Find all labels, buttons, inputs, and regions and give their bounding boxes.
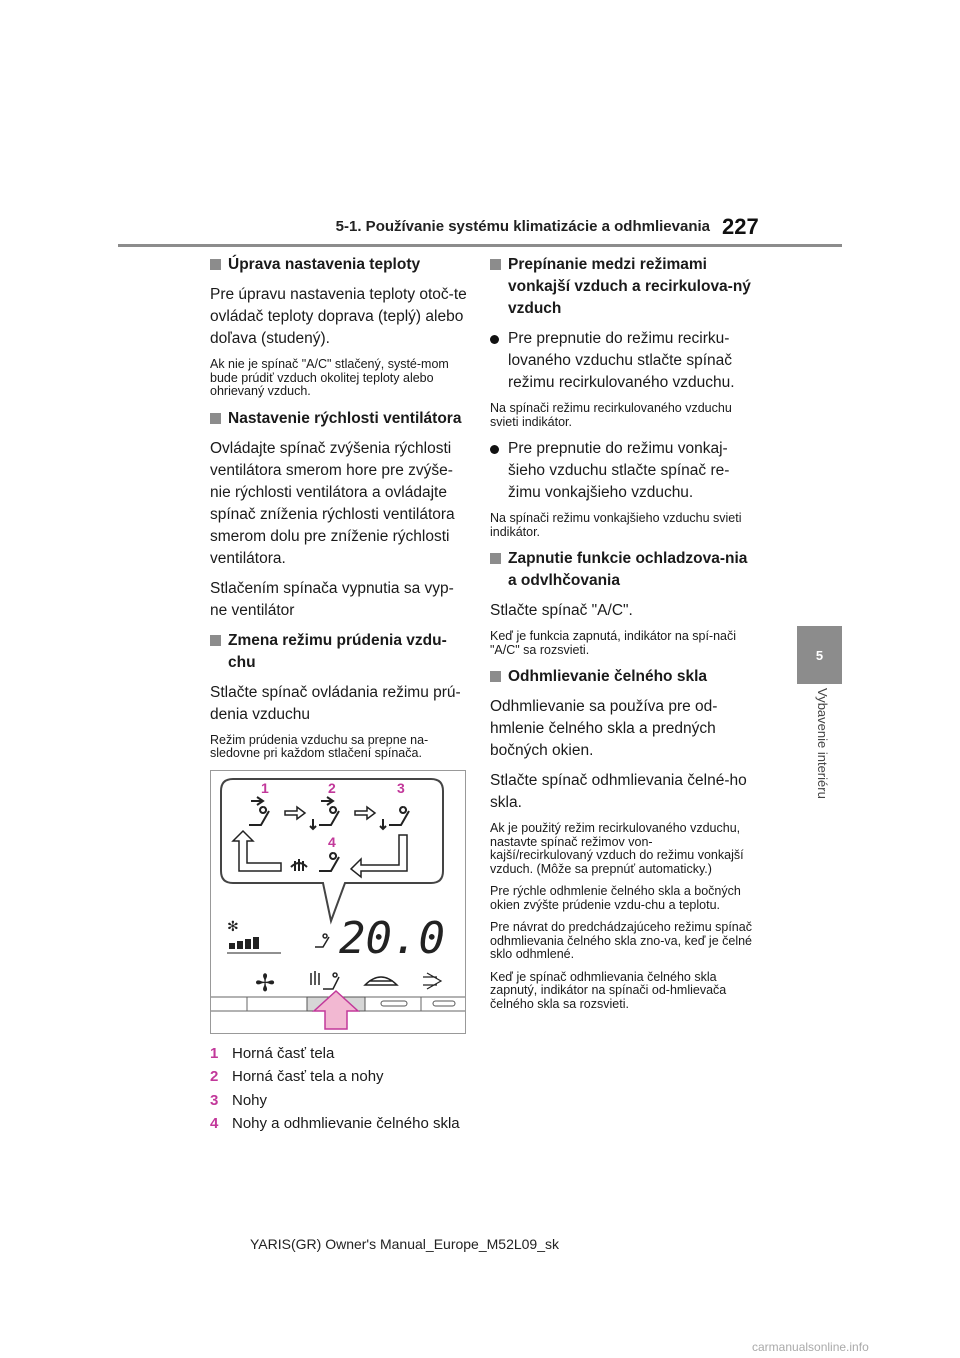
round-bullet-icon bbox=[490, 335, 499, 344]
indicator-slot bbox=[433, 1001, 455, 1006]
fan-icon: ✻ bbox=[227, 917, 239, 934]
indicator-slot bbox=[381, 1001, 407, 1006]
outside-air-button-icon bbox=[423, 973, 441, 989]
section-heading: Zapnutie funkcie ochladzova-nia a odvlhčovania bbox=[490, 548, 752, 592]
body-paragraph: Ovládajte spínač zvýšenia rýchlosti ventilátora smerom hore pre zvýše-nie rýchlosti ventilátora a ovládajte spínač zníženia rýchlosti ventilátora smerom dolu pre zníženie rýchlosti ventilátora. bbox=[210, 439, 455, 567]
page-header-title: 5-1. Používanie systému klimatizácie a odhmlievania bbox=[335, 218, 710, 235]
right-column bbox=[490, 254, 752, 1020]
left-column bbox=[210, 254, 468, 1136]
section-heading: Odhmlievanie čelného skla bbox=[490, 666, 752, 688]
legend-item: 3 Nohy bbox=[210, 1091, 268, 1109]
bullet-item: Pre prepnutie do režimu vonkaj-šieho vzduchu stlačte spínač re-žimu vonkajšieho vzduchu. bbox=[490, 438, 752, 504]
square-bullet-icon bbox=[490, 671, 501, 682]
note-text: Pre návrat do predchádzajúceho režimu spínač odhmlievania čelného skla zno-va, keď je čelné sklo odhmlené. bbox=[490, 920, 752, 961]
section-heading: Prepínanie medzi režimami vonkajší vzduch a recirkulova-ný vzduch bbox=[490, 254, 752, 320]
header-rule bbox=[118, 244, 842, 247]
note-text: Ak je použitý režim recirkulovaného vzduchu, nastavte spínač režimov von-kajší/recirkulovaný vzduch do režimu vonkajší vzduch. (Môže sa prepnúť automaticky.) bbox=[490, 821, 744, 876]
page-number: 227 bbox=[722, 214, 759, 239]
callout-1: 1 bbox=[261, 779, 269, 796]
fan-level-bars bbox=[229, 937, 259, 949]
callout-3: 3 bbox=[397, 779, 405, 796]
section-heading: Úprava nastavenia teploty bbox=[210, 254, 468, 276]
fan-button-icon: ✢ bbox=[255, 969, 276, 997]
note-text: Režim prúdenia vzduchu sa prepne na-sledovne pri každom stlačení spínača. bbox=[210, 732, 429, 760]
note-text: Na spínači režimu recirkulovaného vzduchu svieti indikátor. bbox=[490, 401, 732, 429]
airflow-mode-figure bbox=[210, 770, 466, 1034]
legend-list bbox=[210, 1042, 468, 1136]
display-mode-icon bbox=[315, 934, 329, 947]
body-paragraph: Pre úpravu nastavenia teploty otoč-te ovládač teploty doprava (teplý) alebo doľava (studený). bbox=[210, 286, 467, 347]
legend-item: 2 Horná časť tela a nohy bbox=[210, 1068, 384, 1085]
square-bullet-icon bbox=[210, 635, 221, 646]
note-text: Pre rýchle odhmlenie čelného skla a bočných okien zvýšte prúdenie vzdu-chu a teplotu. bbox=[490, 884, 741, 912]
chapter-tab: 5 bbox=[797, 626, 842, 684]
square-bullet-icon bbox=[210, 413, 221, 424]
watermark: carmanualsonline.info bbox=[752, 1340, 869, 1354]
section-heading: Zmena režimu prúdenia vzdu-chu bbox=[210, 630, 468, 674]
body-paragraph: Stlačte spínač ovládania režimu prú-denia vzduchu bbox=[210, 683, 461, 723]
square-bullet-icon bbox=[490, 259, 501, 270]
legend-item: 1 Horná časť tela bbox=[210, 1044, 335, 1062]
body-paragraph: Stlačte spínač "A/C". bbox=[490, 602, 633, 619]
body-paragraph: Stlačte spínač odhmlievania čelné-ho skla. bbox=[490, 772, 747, 811]
square-bullet-icon bbox=[490, 553, 501, 564]
legend-item: 4 Nohy a odhmlievanie čelného skla bbox=[210, 1115, 460, 1132]
square-bullet-icon bbox=[210, 259, 221, 270]
note-text: Ak nie je spínač "A/C" stlačený, systé-mom bude prúdiť vzduch okolitej teploty alebo ohrievaný vzduch. bbox=[210, 357, 449, 398]
callout-4: 4 bbox=[328, 833, 336, 850]
note-text: Keď je funkcia zapnutá, indikátor na spí-nači "A/C" sa rozsvieti. bbox=[490, 629, 737, 657]
body-paragraph: Odhmlievanie sa používa pre od-hmlenie čelného skla a predných bočných okien. bbox=[490, 698, 718, 759]
bullet-item: Pre prepnutie do režimu recirku-lovaného vzduchu stlačte spínač režimu recirkulovaného vzduchu. bbox=[490, 328, 752, 394]
section-heading: Nastavenie rýchlosti ventilátora bbox=[210, 408, 468, 430]
chapter-label: Vybavenie interiéru bbox=[815, 688, 830, 799]
body-paragraph: Stlačením spínača vypnutia sa vyp-ne ventilátor bbox=[210, 579, 454, 619]
recirc-button-icon bbox=[365, 977, 397, 985]
round-bullet-icon bbox=[490, 445, 499, 454]
temperature-display: 20.0 bbox=[339, 912, 445, 964]
mode-button-icon bbox=[311, 971, 339, 989]
airflow-mode-diagram bbox=[211, 771, 465, 1033]
page-footer: YARIS(GR) Owner's Manual_Europe_M52L09_sk bbox=[250, 1236, 559, 1252]
note-text: Keď je spínač odhmlievania čelného skla zapnutý, indikátor na spínači od-hmlievača čelného skla sa rozsvieti. bbox=[490, 969, 727, 1011]
note-text: Na spínači režimu vonkajšieho vzduchu svieti indikátor. bbox=[490, 511, 742, 539]
callout-2: 2 bbox=[328, 779, 336, 796]
